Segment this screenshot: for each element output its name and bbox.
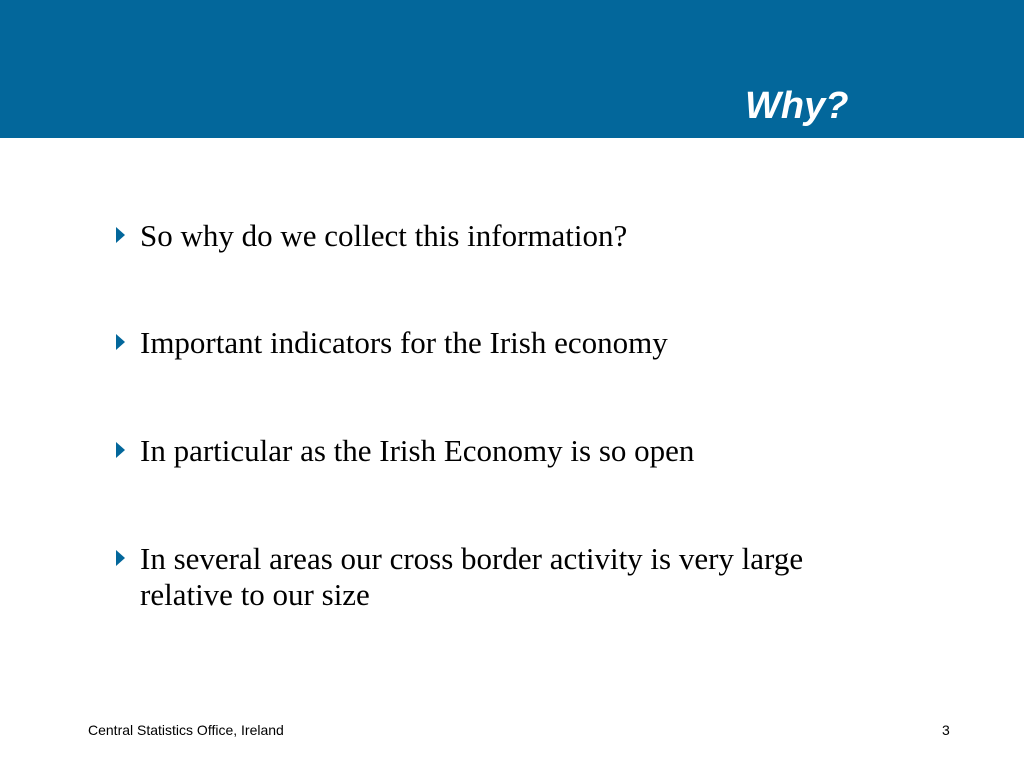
bullet-text: In several areas our cross border activity is very large relative to our size: [140, 541, 804, 612]
bullet-text: So why do we collect this information?: [140, 218, 628, 253]
bullet-arrow-icon: [116, 334, 125, 350]
bullet-arrow-icon: [116, 227, 125, 243]
bullet-text: Important indicators for the Irish economy: [140, 325, 668, 360]
bullet-item: [116, 325, 896, 361]
bullet-arrow-icon: [116, 442, 125, 458]
slide-title: Why?: [745, 85, 849, 127]
bullet-arrow-icon: [116, 550, 125, 566]
bullet-item: [116, 433, 896, 469]
footer-source: Central Statistics Office, Ireland: [88, 722, 284, 738]
page-number: 3: [942, 722, 950, 738]
bullet-item: [116, 541, 896, 613]
bullet-text: In particular as the Irish Economy is so open: [140, 433, 695, 468]
bullet-item: [116, 218, 896, 254]
